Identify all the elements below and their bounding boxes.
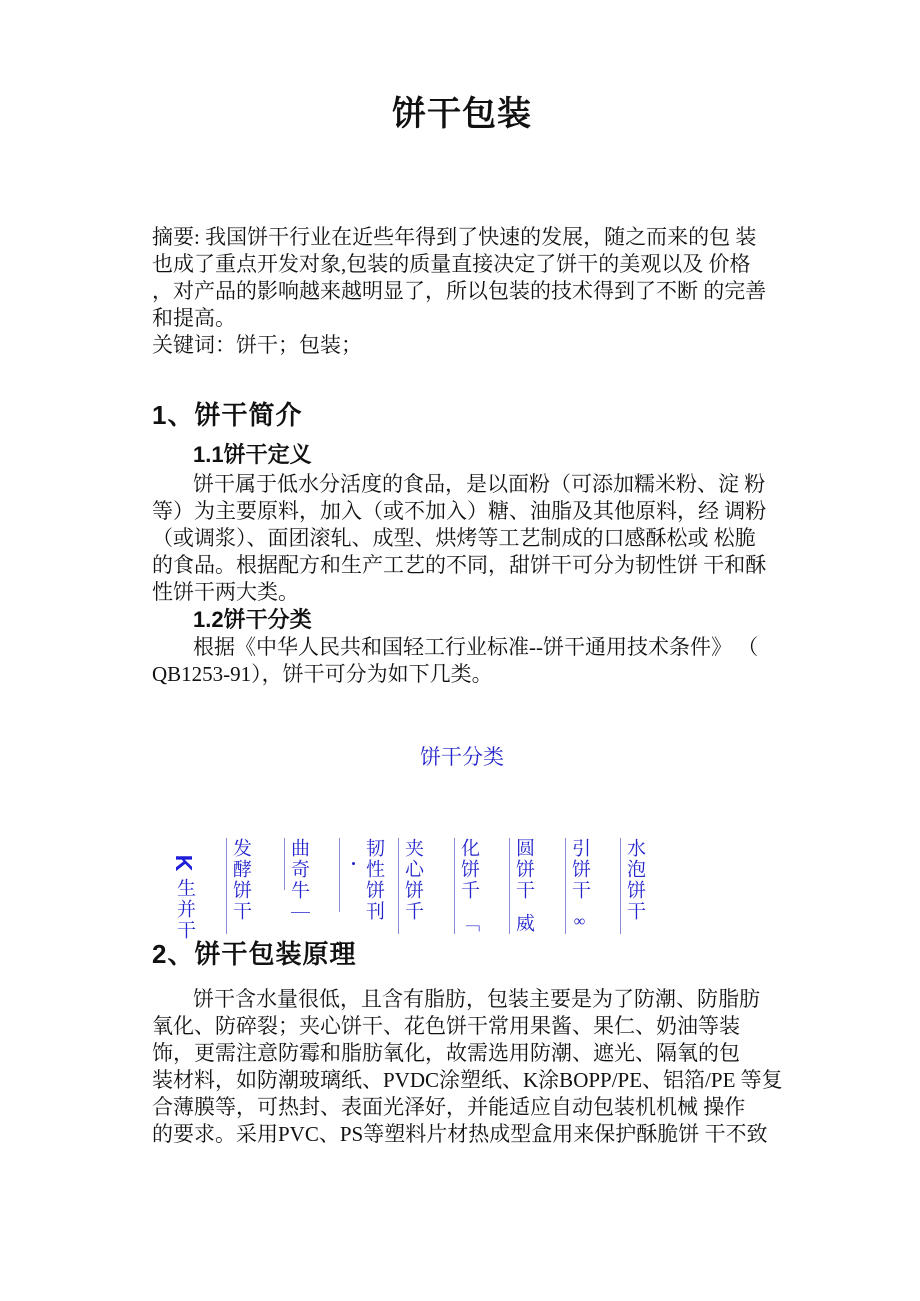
- biscuit-classification-figure: [152, 838, 772, 941]
- rotated-k-glyph: K: [171, 850, 197, 876]
- figure-column-text: 发酵饼干: [230, 838, 251, 922]
- figure-column-text: 曲奇牛: [288, 838, 309, 901]
- figure-column-7: [513, 838, 533, 938]
- definition-paragraph: [152, 471, 772, 606]
- text-line: 合薄膜等，可热封、表面光泽好，并能适应自动包装机机械 操作: [152, 1095, 746, 1119]
- figure-column-5: [402, 838, 422, 938]
- figure-column-8: [569, 838, 589, 938]
- figure-column-2: [230, 838, 250, 938]
- figure-column-tail: •: [346, 856, 361, 873]
- text-line: 性饼干两大类。: [152, 580, 299, 604]
- figure-column-tail: ｜: [288, 903, 309, 924]
- figure-column-text: 引饼干: [569, 838, 590, 901]
- text-line: 的要求。采用PVC、PS等塑料片材热成型盒用来保护酥脆饼 干不致: [152, 1122, 768, 1146]
- text-line: 饼干属于低水分活度的食品，是以面粉（可添加糯米粉、淀 粉: [193, 472, 766, 496]
- packaging-principle-paragraph: [152, 986, 783, 1148]
- figure-column-6: [458, 838, 478, 938]
- figure-column-3: [288, 838, 308, 938]
- text-line: 氧化、防碎裂；夹心饼干、花色饼干常用果酱、果仁、奶油等装: [152, 1014, 740, 1038]
- text-line: 也成了重点开发对象,包装的质量直接决定了饼干的美观以及 价格: [152, 252, 751, 276]
- figure-column-text: 生并干: [174, 878, 195, 941]
- figure-column-tail: ∞: [571, 913, 588, 932]
- figure-column-9: [624, 838, 644, 938]
- text-line: 饼干含水量很低，且含有脂肪，包装主要是为了防潮、防脂肪: [193, 987, 760, 1011]
- text-line: 装材料，如防潮玻璃纸、PVDC涂塑纸、K涂BOPP/PE、铝箔/PE 等复: [152, 1068, 783, 1092]
- section-1-heading: 1、饼干简介: [152, 400, 303, 430]
- figure-column-text: 化饼千: [458, 838, 479, 901]
- section-1-1-heading: 1.1饼干定义: [193, 442, 312, 467]
- figure-column-text: 水泡饼干: [624, 838, 645, 922]
- text-line: QB1253-91），饼干可分为如下几类。: [152, 662, 493, 686]
- figure-column-tail: 「: [458, 913, 479, 934]
- figure-column-text: 圆饼干: [513, 838, 534, 901]
- text-line: ，对产品的影响越来越明显了，所以包装的技术得到了不断 的完善: [152, 279, 767, 303]
- page-title: 饼干包装: [392, 95, 532, 133]
- keywords-line: 关键词：饼干；包装；: [152, 333, 362, 357]
- figure-column-4: [343, 838, 383, 938]
- figure-column-text: 韧性饼刊: [363, 838, 384, 922]
- figure-caption: 饼干分类: [420, 745, 504, 769]
- text-line: 摘要: 我国饼干行业在近些年得到了快速的发展，随之而来的包 装: [152, 225, 757, 249]
- section-1-2-heading: 1.2饼干分类: [193, 607, 312, 632]
- figure-column-tail: 威: [513, 913, 534, 934]
- text-line: （或调浆）、面团滚轧、成型、烘烤等工艺制成的口感酥松或 松脆: [152, 526, 756, 550]
- text-line: 和提高。: [152, 306, 236, 330]
- section-2-heading: 2、饼干包装原理: [152, 939, 357, 969]
- text-line: 的食品。根据配方和生产工艺的不同，甜饼干可分为韧性饼 干和酥: [152, 553, 767, 577]
- text-line: 根据《中华人民共和国轻工行业标准--饼干通用技术条件》 （: [193, 635, 759, 659]
- text-line: 饰，更需注意防霉和脂肪氧化，故需选用防潮、遮光、隔氧的包: [152, 1041, 740, 1065]
- figure-column-text: 夹心饼千: [402, 838, 423, 922]
- abstract-paragraph: [152, 224, 772, 359]
- text-line: 等）为主要原料，加入（或不加入）糖、油脂及其他原料，经 调粉: [152, 499, 767, 523]
- figure-column-1: [154, 850, 197, 950]
- classification-paragraph: [152, 634, 772, 688]
